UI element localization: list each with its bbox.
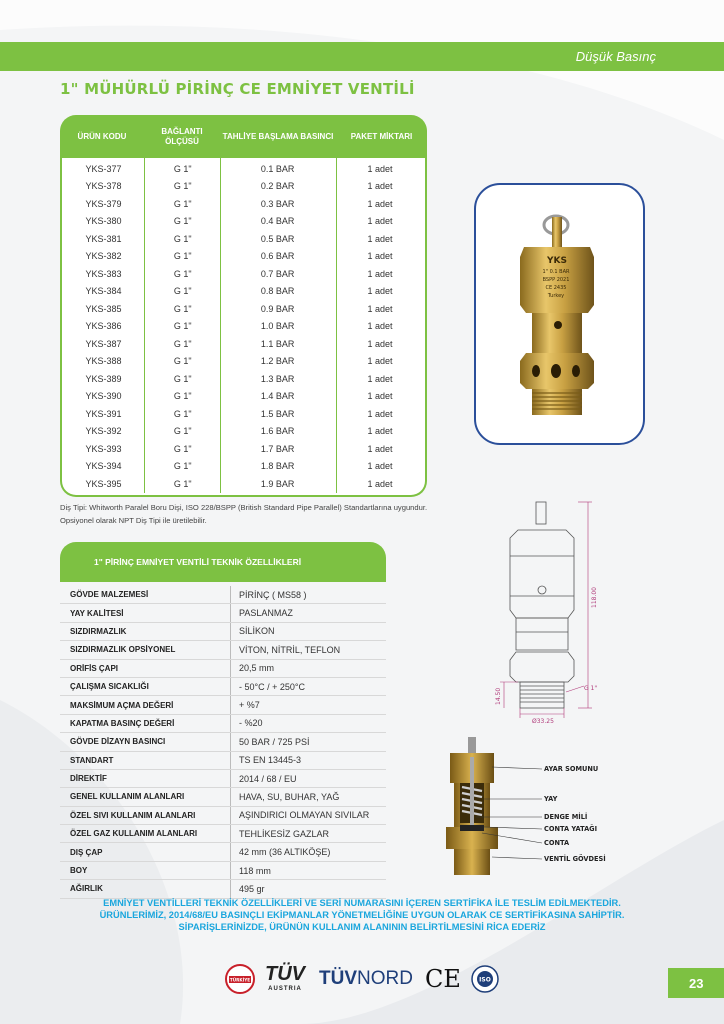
table-cell: 1.2 BAR [260, 356, 295, 367]
thread-note [60, 501, 427, 527]
table-cell: YKS-378 [85, 181, 122, 192]
spec-row [60, 807, 386, 825]
photo-engraving: 1" 0.1 BAR [542, 269, 570, 275]
table-row [62, 178, 425, 196]
table-row [62, 195, 425, 213]
table-cell: 1 adet [367, 391, 393, 402]
table-row [62, 405, 425, 423]
note-line: Opsiyonel olarak NPT Diş Tipi ile üretilebilir. [60, 516, 207, 525]
table-cell: YKS-377 [85, 163, 122, 174]
certificate-note [30, 897, 694, 933]
page-title: 1" MÜHÜRLÜ PİRİNÇ CE EMNİYET VENTİLİ [60, 80, 415, 98]
spec-value: - %20 [230, 715, 386, 732]
table-cell: 1 adet [367, 338, 393, 349]
spec-row [60, 678, 386, 696]
dimension-thread-height: 14.50 [495, 687, 502, 705]
product-table-body [60, 158, 427, 497]
table-cell: YKS-387 [85, 338, 122, 349]
table-cell: G 1" [173, 286, 192, 297]
certification-logos [225, 962, 499, 996]
table-cell: YKS-389 [85, 373, 122, 384]
tuv-austria-logo [265, 964, 305, 994]
spec-row [60, 623, 386, 641]
table-cell: G 1" [173, 373, 192, 384]
spec-row [60, 733, 386, 751]
spec-table [60, 586, 386, 899]
part-label: AYAR SOMUNU [544, 765, 599, 773]
note-line: EMNİYET VENTİLLERİ TEKNİK ÖZELLİKLERİ VE SERİ NUMARASINI İÇEREN SERTİFİKA İLE TESLİM EDİLMEKTEDİR. [103, 898, 621, 908]
spec-row [60, 660, 386, 678]
spec-value: 20,5 mm [230, 660, 386, 677]
table-cell: 1 adet [367, 373, 393, 384]
dimension-height: 118.00 [591, 587, 598, 608]
table-cell: G 1" [173, 408, 192, 419]
spec-table-header [60, 542, 386, 582]
table-cell: 0.3 BAR [260, 198, 295, 209]
spec-value: HAVA, SU, BUHAR, YAĞ [230, 788, 386, 805]
spec-value: 42 mm (36 ALTIKÖŞE) [230, 843, 386, 860]
table-cell: YKS-394 [85, 461, 122, 472]
table-cell: 1.9 BAR [260, 478, 295, 489]
table-cell: YKS-392 [85, 426, 122, 437]
table-cell: 1.7 BAR [260, 443, 295, 454]
spec-row [60, 825, 386, 843]
spec-key: YAY KALİTESİ [70, 608, 124, 618]
table-cell: 1 adet [367, 303, 393, 314]
table-cell: G 1" [173, 461, 192, 472]
page-number-badge [668, 968, 724, 998]
table-cell: 0.9 BAR [260, 303, 295, 314]
product-table-header [60, 115, 427, 158]
table-row [62, 265, 425, 283]
spec-key: BOY [70, 866, 88, 876]
spec-key: DİREKTİF [70, 774, 107, 784]
spec-value: PASLANMAZ [230, 604, 386, 621]
spec-value: 495 gr [230, 880, 386, 897]
iso-badge-icon [471, 965, 499, 993]
table-cell: 1.6 BAR [260, 426, 295, 437]
table-row [62, 230, 425, 248]
table-cell: G 1" [173, 391, 192, 402]
tuv-nord-mark: TÜV [319, 968, 357, 989]
product-table [60, 115, 427, 497]
spec-value: - 50°C / + 250°C [230, 678, 386, 695]
spec-key: GÖVDE DİZAYN BASINCI [70, 737, 166, 747]
table-cell: YKS-382 [85, 251, 122, 262]
table-row [62, 440, 425, 458]
photo-engraving: BSPP 2021 [542, 277, 570, 283]
valve-image [476, 185, 643, 443]
table-row [62, 423, 425, 441]
table-cell: YKS-380 [85, 216, 122, 227]
spec-row [60, 641, 386, 659]
ce-mark-icon: CE [424, 965, 461, 993]
table-row [62, 370, 425, 388]
part-label: VENTİL GÖVDESİ [544, 855, 606, 863]
spec-value: TS EN 13445-3 [230, 752, 386, 769]
table-cell: 0.6 BAR [260, 251, 295, 262]
spec-key: ORİFİS ÇAPI [70, 663, 119, 673]
table-cell: 0.2 BAR [260, 181, 295, 192]
page-number: 23 [689, 976, 704, 991]
spec-key: GENEL KULLANIM ALANLARI [70, 792, 185, 802]
turkiye-badge-icon [225, 964, 255, 994]
header-connection-size: BAĞLANTI ÖLÇÜSÜ [161, 126, 203, 146]
table-cell: YKS-384 [85, 286, 122, 297]
spec-key: AĞIRLIK [70, 884, 103, 894]
table-cell: 1 adet [367, 163, 393, 174]
spec-row [60, 770, 386, 788]
spec-value: TEHLİKESİZ GAZLAR [230, 825, 386, 842]
table-cell: 1.8 BAR [260, 461, 295, 472]
table-cell: 1 adet [367, 268, 393, 279]
note-line: SİPARİŞLERİNİZDE, ÜRÜNÜN KULLANIM ALANININ BELİRTİLMESİNİ RİCA EDERİZ [178, 922, 546, 932]
part-label: DENGE MİLİ [544, 813, 588, 821]
spec-row [60, 715, 386, 733]
table-row [62, 458, 425, 476]
table-cell: 1 adet [367, 321, 393, 332]
spec-row [60, 604, 386, 622]
table-cell: YKS-385 [85, 303, 122, 314]
table-cell: YKS-379 [85, 198, 122, 209]
spec-key: SIZDIRMAZLIK OPSİYONEL [70, 645, 176, 655]
spec-key: MAKSİMUM AÇMA DEĞERİ [70, 700, 174, 710]
table-cell: G 1" [173, 356, 192, 367]
table-cell: 1 adet [367, 181, 393, 192]
section-label: Düşük Basınç [575, 49, 656, 64]
spec-key: KAPATMA BASINÇ DEĞERİ [70, 718, 175, 728]
table-cell: 1 adet [367, 356, 393, 367]
table-cell: 0.4 BAR [260, 216, 295, 227]
table-cell: G 1" [173, 163, 192, 174]
table-cell: 1 adet [367, 461, 393, 472]
table-cell: 0.5 BAR [260, 233, 295, 244]
table-row [62, 318, 425, 336]
table-cell: 1 adet [367, 478, 393, 489]
table-row [62, 475, 425, 493]
table-cell: 1 adet [367, 251, 393, 262]
table-cell: 1.5 BAR [260, 408, 295, 419]
spec-value: VİTON, NİTRİL, TEFLON [230, 641, 386, 658]
part-label: CONTA YATAĞI [544, 825, 598, 833]
table-cell: YKS-393 [85, 443, 122, 454]
table-cell: G 1" [173, 426, 192, 437]
header-product-code: ÜRÜN KODU [77, 131, 127, 141]
tuv-austria-sub: AUSTRIA [268, 986, 302, 992]
note-line: ÜRÜNLERİMİZ, 2014/68/EU BASINÇLI EKİPMANLAR YÖNETMELİĞİNE UYGUN OLARAK CE SERTİFİKASINA SAHİPTİR. [99, 910, 625, 920]
table-cell: 1 adet [367, 408, 393, 419]
spec-key: ÖZEL GAZ KULLANIM ALANLARI [70, 829, 198, 839]
technical-drawing [488, 500, 618, 725]
table-cell: G 1" [173, 303, 192, 314]
table-cell: G 1" [173, 478, 192, 489]
tuv-austria-mark: TÜV [265, 963, 305, 985]
table-cell: YKS-388 [85, 356, 122, 367]
table-cell: G 1" [173, 443, 192, 454]
spec-value: 2014 / 68 / EU [230, 770, 386, 787]
header-package-qty: PAKET MİKTARI [350, 131, 413, 141]
cutaway-diagram [432, 737, 622, 877]
table-cell: 1 adet [367, 198, 393, 209]
table-cell: G 1" [173, 321, 192, 332]
table-row [62, 300, 425, 318]
table-cell: G 1" [173, 233, 192, 244]
spec-key: STANDART [70, 755, 114, 765]
table-cell: 1 adet [367, 426, 393, 437]
table-row [62, 160, 425, 178]
part-label: YAY [544, 795, 558, 803]
spec-row [60, 752, 386, 770]
spec-value: 118 mm [230, 862, 386, 879]
table-cell: G 1" [173, 338, 192, 349]
table-cell: 1 adet [367, 443, 393, 454]
spec-row [60, 880, 386, 898]
spec-row [60, 586, 386, 604]
spec-row [60, 862, 386, 880]
spec-key: ÇALIŞMA SICAKLIĞI [70, 682, 149, 692]
table-cell: YKS-383 [85, 268, 122, 279]
table-row [62, 335, 425, 353]
table-cell: YKS-391 [85, 408, 122, 419]
dimension-thread: G 1" [584, 685, 598, 692]
table-cell: 1 adet [367, 286, 393, 297]
spec-row [60, 696, 386, 714]
table-cell: 1.3 BAR [260, 373, 295, 384]
table-row [62, 213, 425, 231]
table-cell: YKS-381 [85, 233, 122, 244]
dimension-diameter: Ø33.25 [532, 718, 554, 725]
photo-brand: YKS [547, 256, 567, 266]
table-cell: 0.8 BAR [260, 286, 295, 297]
table-cell: 1.0 BAR [260, 321, 295, 332]
spec-key: ÖZEL SIVI KULLANIM ALANLARI [70, 810, 196, 820]
product-photo [474, 183, 645, 445]
table-cell: YKS-386 [85, 321, 122, 332]
table-cell: YKS-390 [85, 391, 122, 402]
table-row [62, 283, 425, 301]
tuv-nord-logo [319, 968, 413, 990]
table-cell: G 1" [173, 268, 192, 279]
table-row [62, 353, 425, 371]
table-cell: 1.1 BAR [260, 338, 295, 349]
photo-engraving: CE 2435 [545, 285, 567, 291]
tuv-nord-sub: NORD [357, 968, 413, 989]
spec-row [60, 788, 386, 806]
table-cell: YKS-395 [85, 478, 122, 489]
spec-value: 50 BAR / 725 PSİ [230, 733, 386, 750]
turkiye-badge-text: TÜRKİYE [229, 977, 251, 983]
table-cell: 0.1 BAR [260, 163, 295, 174]
table-row [62, 388, 425, 406]
spec-key: DIŞ ÇAP [70, 847, 103, 857]
spec-table-title: 1" PİRİNÇ EMNİYET VENTİLİ TEKNİK ÖZELLİKLERİ [94, 557, 302, 567]
note-line: Diş Tipi: Whitworth Paralel Boru Dişi, ISO 228/BSPP (British Standard Pipe Parallel) Standartlarına uygundur. [60, 503, 428, 512]
table-cell: 1.4 BAR [260, 391, 295, 402]
table-cell: 1 adet [367, 233, 393, 244]
spec-row [60, 843, 386, 861]
iso-text: ISO [479, 976, 491, 984]
spec-value: SİLİKON [230, 623, 386, 640]
table-cell: 0.7 BAR [260, 268, 295, 279]
spec-key: GÖVDE MALZEMESİ [70, 590, 149, 600]
table-row [62, 248, 425, 266]
table-cell: 1 adet [367, 216, 393, 227]
section-header-bar [0, 42, 724, 71]
spec-value: PİRİNÇ ( MS58 ) [230, 586, 386, 603]
part-label: CONTA [544, 839, 570, 847]
table-cell: G 1" [173, 251, 192, 262]
spec-value: + %7 [230, 696, 386, 713]
spec-key: SIZDIRMAZLIK [70, 626, 127, 636]
spec-value: AŞINDIRICI OLMAYAN SIVILAR [230, 807, 386, 824]
table-cell: G 1" [173, 198, 192, 209]
table-cell: G 1" [173, 181, 192, 192]
photo-engraving: Turkey [547, 293, 565, 299]
table-cell: G 1" [173, 216, 192, 227]
header-relief-pressure: TAHLİYE BAŞLAMA BASINCI [222, 131, 334, 141]
